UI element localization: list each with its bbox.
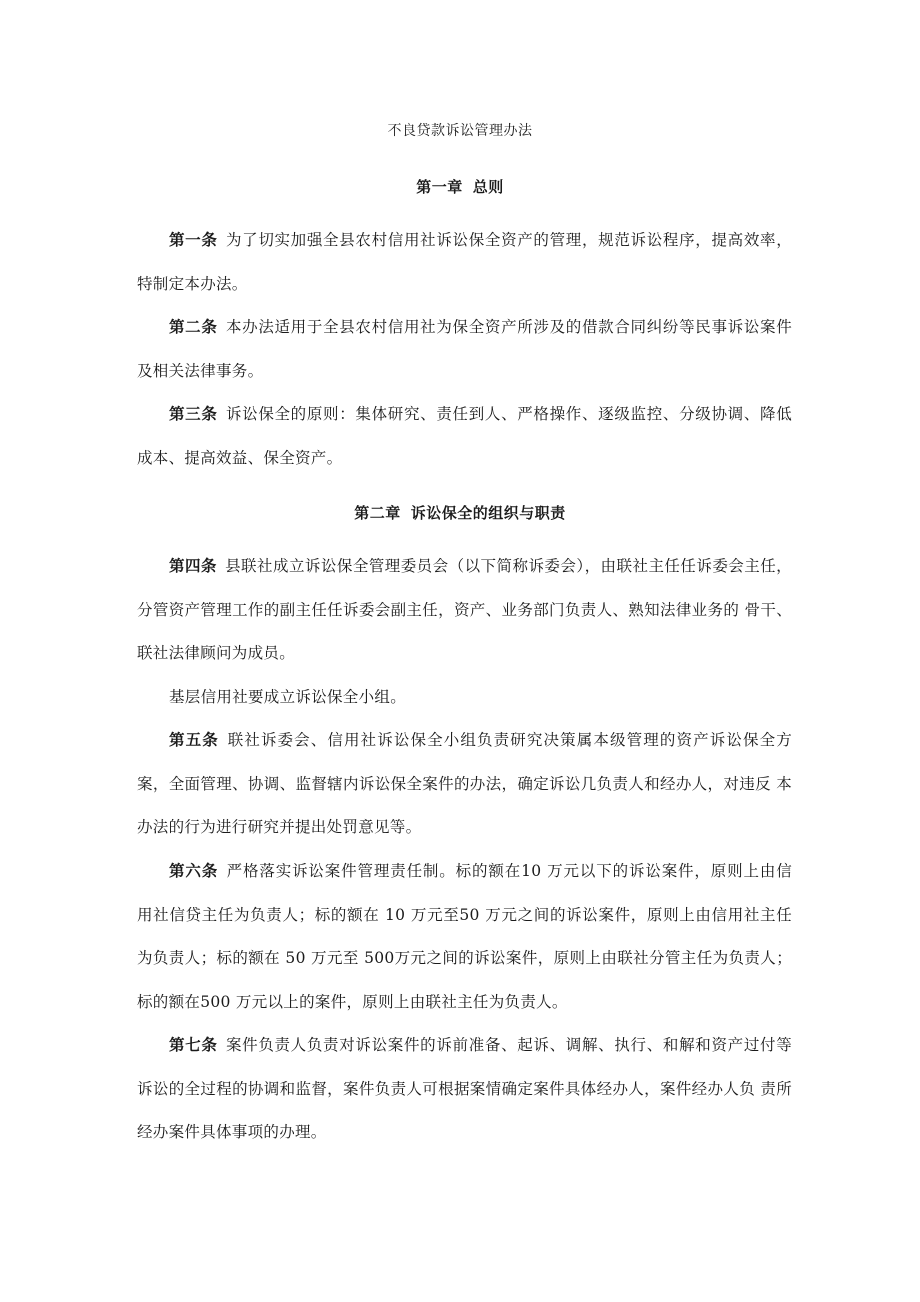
article-label: 第五条 — [169, 731, 219, 749]
article-7 — [137, 1024, 792, 1155]
article-text: 诉讼保全的原则：集体研究、责任到人、严格操作、逐级监控、分级协调、降低成本、提高效益、保全资产。 — [137, 405, 792, 467]
article-5 — [137, 719, 792, 850]
article-2 — [137, 306, 792, 393]
article-label: 第四条 — [169, 557, 217, 575]
document-title: 不良贷款诉讼管理办法 — [387, 123, 533, 139]
article-text: 为了切实加强全县农村信用社诉讼保全资产的管理，规范诉讼程序，提高效率， 特制定本办法。 — [137, 231, 792, 293]
article-label: 第七条 — [169, 1036, 218, 1054]
chapter-label: 第一章 — [416, 178, 463, 196]
article-text: 案件负责人负责对诉讼案件的诉前准备、起诉、调解、执行、和解和资产过付等诉讼的全过程的协调和监督，案件负责人可根据案情确定案件具体经办人，案件经办人负 责所经办案件具体事项的办理。 — [137, 1036, 792, 1141]
article-label: 第一条 — [169, 231, 218, 249]
article-1 — [137, 219, 792, 306]
article-4 — [137, 545, 792, 676]
article-text: 本办法适用于全县农村信用社为保全资产所涉及的借款合同纠纷等民事诉讼案件及相关法律事务。 — [137, 318, 792, 380]
article-label: 第六条 — [169, 862, 219, 880]
article-3 — [137, 393, 792, 480]
article-label: 第二条 — [169, 318, 218, 336]
chapter-heading-2 — [0, 502, 920, 523]
article-4-supplement: 基层信用社要成立诉讼保全小组。 — [169, 688, 407, 706]
article-6 — [137, 850, 792, 1024]
article-text: 县联社成立诉讼保全管理委员会（以下简称诉委会），由联社主任任诉委会主任，分管资产管理工作的副主任任诉委会副主任，资产、业务部门负责人、熟知法律业务的 骨干、联社法律顾问为成员。 — [137, 557, 792, 662]
article-text: 联社诉委会、信用社诉讼保全小组负责研究决策属本级管理的资产诉讼保全方案，全面管理、协调、监督辖内诉讼保全案件的办法，确定诉讼几负责人和经办人，对违反 本办法的行为进行研究并提出处罚意见等。 — [137, 731, 793, 836]
chapter-heading-1 — [0, 176, 920, 197]
chapter-name: 总则 — [472, 178, 504, 196]
article-label: 第三条 — [169, 405, 218, 423]
article-text: 严格落实诉讼案件管理责任制。标的额在10 万元以下的诉讼案件，原则上由信 用社信贷主任为负责人；标的额在 10 万元至50 万元之间的诉讼案件，原则上由信用社主任 为负责人；标的额在 50 万元至 500万元之间的诉讼案件，原则上由联社分管主任为负责人； 标的额在500 万元以上的案件，原则上由联社主任为负责人。 — [137, 862, 792, 1011]
chapter-name: 诉讼保全的组织与职责 — [410, 504, 566, 522]
chapter-label: 第二章 — [354, 504, 401, 522]
